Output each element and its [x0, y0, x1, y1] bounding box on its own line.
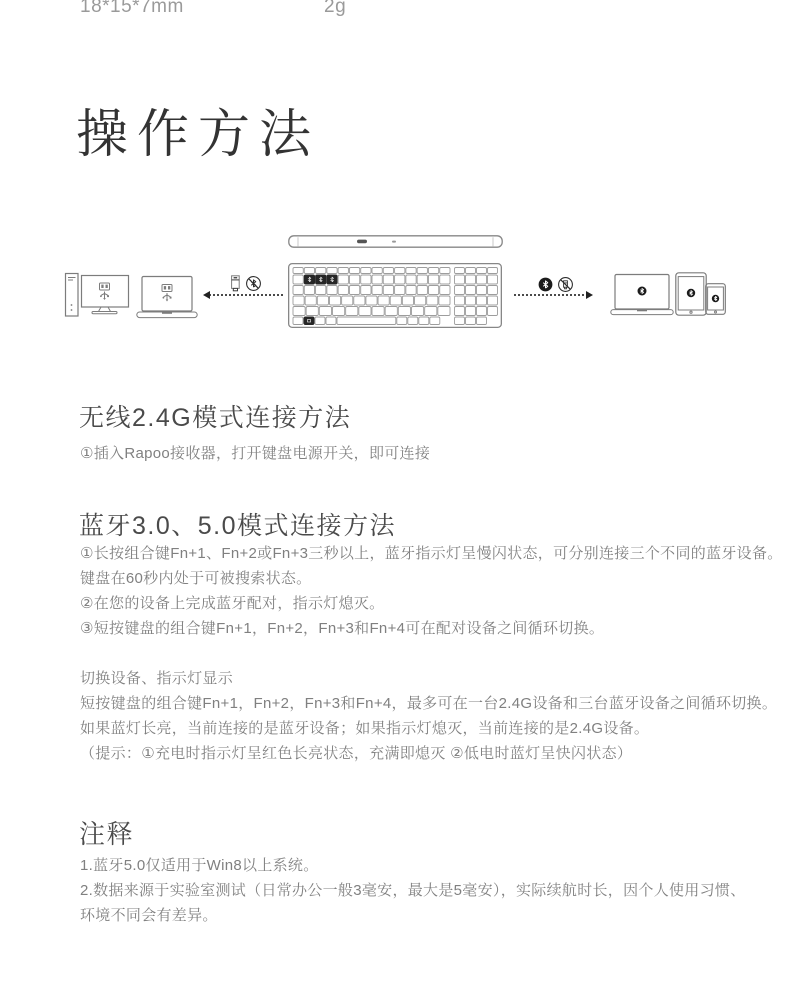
body-line: 如果蓝灯长亮，当前连接的是蓝牙设备；如果指示灯熄灭，当前连接的是2.4G设备。 [80, 720, 650, 737]
body-line: ①长按组合键Fn+1、Fn+2或Fn+3三秒以上，蓝牙指示灯呈慢闪状态，可分别连接三个不同的蓝牙设备。 [80, 545, 783, 562]
bluetooth-icon [537, 276, 554, 293]
laptop-icon [610, 273, 674, 318]
arrowhead-right [586, 291, 593, 299]
section-heading-bluetooth: 蓝牙3.0、5.0模式连接方法 [79, 512, 397, 540]
usb-dongle-icon [229, 275, 242, 292]
section-heading-notes: 注释 [79, 819, 135, 849]
page-title: 操作方法 [76, 106, 321, 164]
keyboard-top-view [288, 263, 502, 328]
section-heading-wireless: 无线2.4G模式连接方法 [79, 404, 352, 432]
mode-2-4g-icons [229, 275, 262, 292]
laptop-icon [136, 275, 198, 320]
spec-weight: 2g [324, 0, 347, 17]
section-body-wireless [80, 441, 740, 466]
section-body-bluetooth [80, 541, 783, 641]
body-line: 2.数据来源于实验室测试（日常办公一般3毫安，最大是5毫安），实际续航时长，因个人使用习惯、 [80, 882, 746, 899]
switching-subtitle: 切换设备、指示灯显示 [80, 670, 234, 687]
body-line: 键盘在60秒内处于可被搜索状态。 [80, 570, 312, 587]
body-line: ②在您的设备上完成蓝牙配对，指示灯熄灭。 [80, 595, 385, 612]
desktop-pc-icon [64, 266, 130, 319]
arrowhead-left [203, 291, 210, 299]
bluetooth-disabled-icon [245, 275, 262, 292]
dotted-arrow-right [514, 294, 584, 296]
tablet-icon [675, 272, 707, 316]
mode-bluetooth-icons [537, 276, 574, 293]
keyboard-side-view [288, 235, 503, 249]
section-body-notes [80, 853, 746, 928]
body-line: （提示：①充电时指示灯呈红色长亮状态，充满即熄灭 ②低电时蓝灯呈快闪状态） [80, 745, 633, 762]
body-line: 短按键盘的组合键Fn+1，Fn+2，Fn+3和Fn+4，最多可在一台2.4G设备和三台蓝牙设备之间循环切换。 [80, 695, 778, 712]
body-line: ①插入Rapoo接收器，打开键盘电源开关，即可连接 [80, 445, 431, 462]
body-line: ③短按键盘的组合键Fn+1，Fn+2，Fn+3和Fn+4可在配对设备之间循环切换。 [80, 620, 605, 637]
body-line: 环境不同会有差异。 [80, 907, 218, 924]
smartphone-icon [705, 283, 726, 315]
dotted-arrow-left [205, 294, 283, 296]
spec-dimensions: 18*15*7mm [80, 0, 184, 17]
body-line: 1.蓝牙5.0仅适用于Win8以上系统。 [80, 857, 319, 874]
usb-disabled-icon [557, 276, 574, 293]
section-body-switching [80, 666, 778, 766]
